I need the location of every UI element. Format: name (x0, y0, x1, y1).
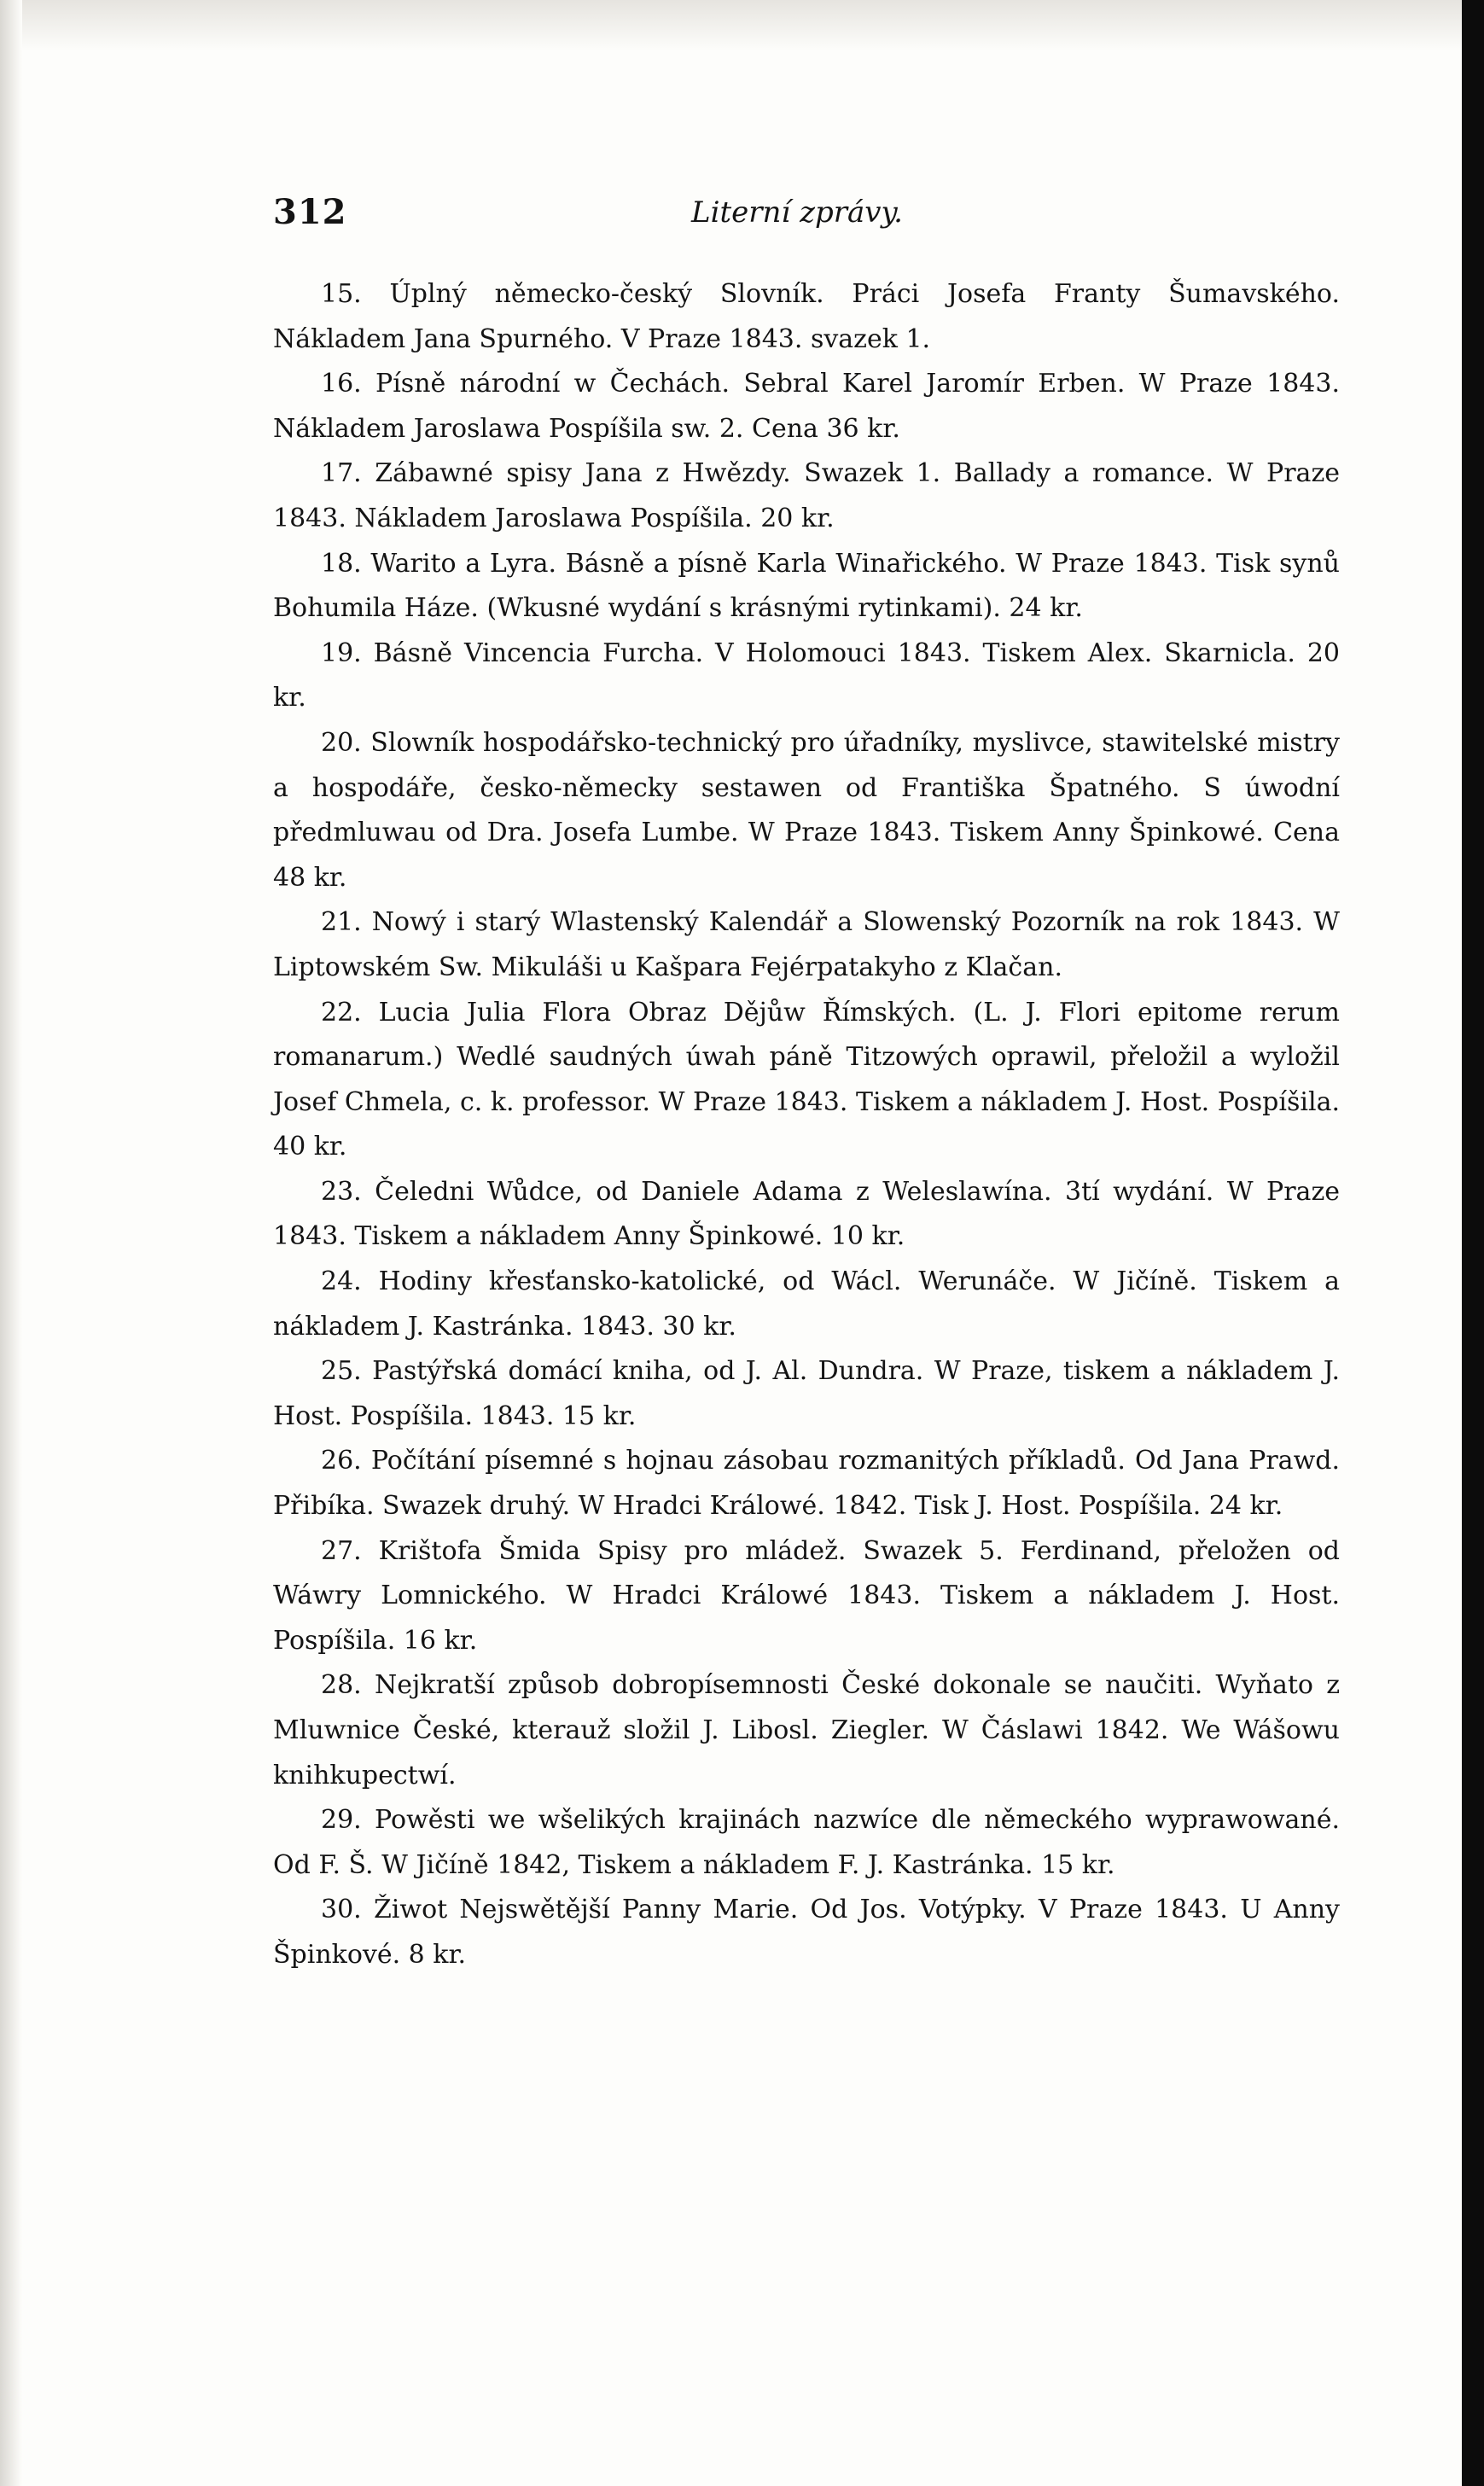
entry-15: 15. Úplný německo-český Slovník. Práci Josefa Franty Šumavského. Nákladem Jana Spurného. V Praze 1843. svazek 1. (273, 279, 1340, 354)
scan-shadow-top (0, 0, 1484, 51)
entry-19: 19. Básně Vincencia Furcha. V Holomouci 1843. Tiskem Alex. Skarnicla. 20 kr. (273, 638, 1340, 713)
running-head: Literní zprávy. (691, 195, 903, 230)
entry-18: 18. Warito a Lyra. Básně a písně Karla Winařického. W Praze 1843. Tisk synů Bohumila Háze. (Wkusné wydání s krásnými rytinkami). 24 kr. (273, 548, 1340, 624)
scan-border-right (1462, 0, 1484, 2486)
entry-27: 27. Krištofa Šmida Spisy pro mládež. Swazek 5. Ferdinand, přeložen od Wáwry Lomnického. W Hradci Králowé 1843. Tiskem a nákladem J. Host. Pospíšila. 16 kr. (273, 1535, 1340, 1656)
entry-23: 23. Čeledni Wůdce, od Daniele Adama z Weleslawína. 3tí wydání. W Praze 1843. Tiskem a nákladem Anny Špinkowé. 10 kr. (273, 1176, 1340, 1252)
entry-22: 22. Lucia Julia Flora Obraz Dějůw Římských. (L. J. Flori epitome rerum romanarum.) Wedlé saudných úwah páně Titzowých oprawil, přeložil a wyložil Josef Chmela, c. k. professor. W Praze 1843. Tiskem a nákladem J. Host. Pospíšila. 40 kr. (273, 997, 1340, 1162)
page-number: 312 (273, 192, 347, 232)
entry-28: 28. Nejkratší způsob dobropísemnosti České dokonale se naučiti. Wyňato z Mluwnice České, kterauž složil J. Libosl. Ziegler. W Čáslawi 1842. We Wášowu knihkupectwí. (273, 1670, 1340, 1790)
page-header (273, 192, 1340, 243)
entry-list (273, 272, 1340, 1978)
page (273, 192, 1340, 1978)
entry-16: 16. Písně národní w Čechách. Sebral Karel Jaromír Erben. W Praze 1843. Nákladem Jaroslawa Pospíšila sw. 2. Cena 36 kr. (273, 369, 1340, 444)
entry-29: 29. Powěsti we wšelikých krajinách nazwíce dle německého wyprawowané. Od F. Š. W Jičíně 1842, Tiskem a nákladem F. J. Kastránka. 15 kr. (273, 1805, 1340, 1880)
entry-17: 17. Zábawné spisy Jana z Hwězdy. Swazek 1. Ballady a romance. W Praze 1843. Nákladem Jaroslawa Pospíšila. 20 kr. (273, 458, 1340, 533)
scan-shadow-left (0, 0, 22, 2486)
entry-25: 25. Pastýřská domácí kniha, od J. Al. Dundra. W Praze, tiskem a nákladem J. Host. Pospíšila. 1843. 15 kr. (273, 1356, 1340, 1431)
entry-21: 21. Nowý i starý Wlastenský Kalendář a Slowenský Pozorník na rok 1843. W Liptowském Sw. Mikuláši u Kašpara Fejérpatakyho z Klačan. (273, 907, 1340, 982)
entry-20: 20. Slowník hospodářsko-technický pro úřadníky, myslivce, stawitelské mistry a hospodáře, česko-německy sestawen od Františka Špatného. S úwodní předmluwau od Dra. Josefa Lumbe. W Praze 1843. Tiskem Anny Špinkowé. Cena 48 kr. (273, 727, 1340, 893)
entry-30: 30. Žiwot Nejswětější Panny Marie. Od Jos. Votýpky. V Praze 1843. U Anny Špinkové. 8 kr. (273, 1895, 1340, 1970)
entry-26: 26. Počítání písemné s hojnau zásobau rozmanitých příkladů. Od Jana Prawd. Přibíka. Swazek druhý. W Hradci Králowé. 1842. Tisk J. Host. Pospíšila. 24 kr. (273, 1446, 1340, 1522)
entry-24: 24. Hodiny křesťansko-katolické, od Wácl. Werunáče. W Jičíně. Tiskem a nákladem J. Kastránka. 1843. 30 kr. (273, 1266, 1340, 1342)
